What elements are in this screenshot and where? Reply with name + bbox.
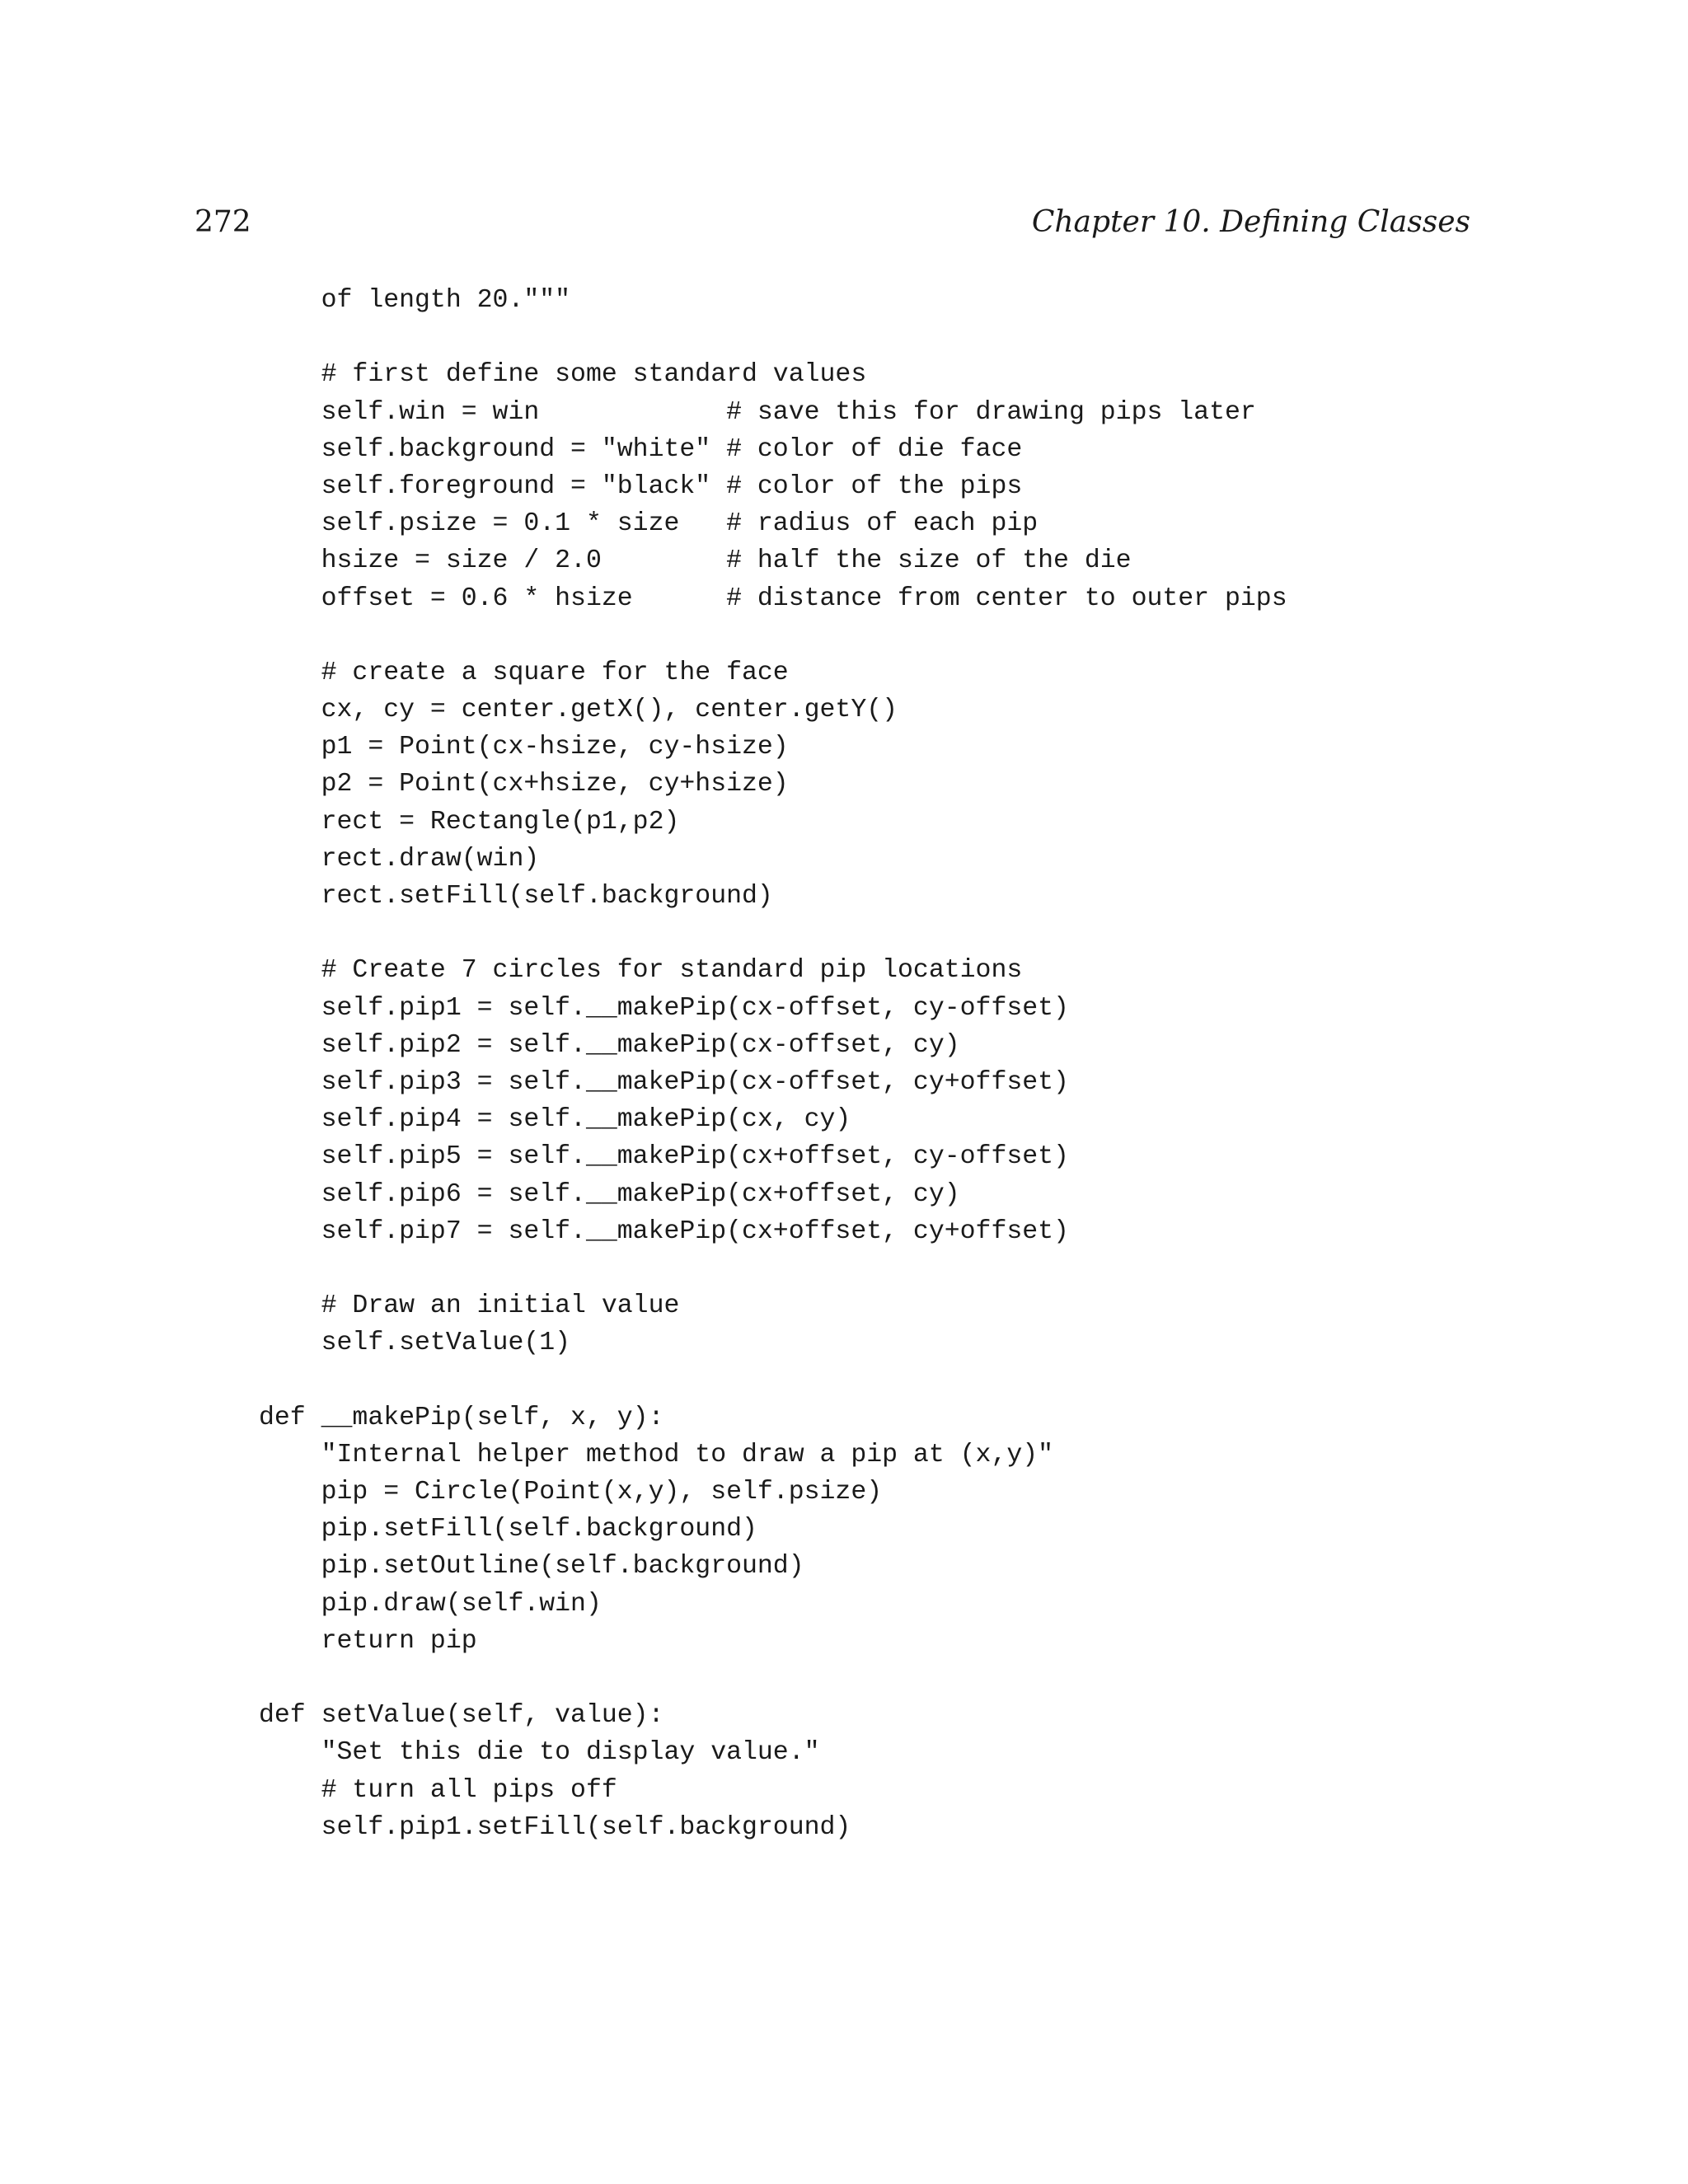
code-line: pip.setOutline(self.background) [259,1552,804,1582]
code-line: self.setValue(1) [259,1329,571,1358]
code-line: self.pip6 = self.__makePip(cx+offset, cy) [259,1179,960,1209]
code-line: self.pip7 = self.__makePip(cx+offset, cy+offset) [259,1216,1069,1246]
code-line: # Create 7 circles for standard pip locations [259,956,1023,986]
code-line: # create a square for the face [259,658,789,687]
code-line: self.pip1.setFill(self.background) [259,1812,851,1842]
code-line [259,1660,1287,1697]
code-line: p2 = Point(cx+hsize, cy+hsize) [259,770,789,799]
code-line: rect.setFill(self.background) [259,882,773,911]
code-line: rect.draw(win) [259,844,540,874]
code-line: self.background = "white" # color of die face [259,434,1023,464]
running-head: Chapter 10. Defining Classes [1031,205,1470,239]
code-line: self.pip3 = self.__makePip(cx-offset, cy+offset) [259,1067,1069,1097]
page-header [195,198,1470,247]
code-line: def setValue(self, value): [259,1701,664,1731]
code-line: # Draw an initial value [259,1291,680,1321]
code-line: self.pip5 = self.__makePip(cx+offset, cy-offset) [259,1142,1069,1172]
code-line: self.win = win # save this for drawing pips later [259,397,1256,427]
code-line: "Set this die to display value." [259,1738,820,1768]
code-listing [259,282,1287,1846]
code-line: pip.draw(self.win) [259,1589,602,1619]
code-line [259,1250,1287,1287]
code-line: # turn all pips off [259,1775,617,1805]
code-line [259,319,1287,356]
code-line: self.pip4 = self.__makePip(cx, cy) [259,1105,851,1135]
code-line: cx, cy = center.getX(), center.getY() [259,696,898,725]
code-line: of length 20.""" [259,286,571,315]
code-line: def __makePip(self, x, y): [259,1403,664,1432]
code-line: self.psize = 0.1 * size # radius of each pip [259,509,1039,539]
code-line: pip.setFill(self.background) [259,1515,757,1544]
code-line: return pip [259,1626,477,1656]
code-line: self.pip1 = self.__makePip(cx-offset, cy-offset) [259,993,1069,1023]
page-number: 272 [195,205,251,239]
code-line: # first define some standard values [259,360,867,390]
code-line: p1 = Point(cx-hsize, cy-hsize) [259,733,789,762]
code-line: pip = Circle(Point(x,y), self.psize) [259,1478,883,1507]
code-line: "Internal helper method to draw a pip at (x,y)" [259,1440,1054,1469]
code-line [259,617,1287,654]
code-line [259,915,1287,952]
code-line: hsize = size / 2.0 # half the size of the die [259,546,1132,576]
code-line: rect = Rectangle(p1,p2) [259,807,680,837]
code-line: offset = 0.6 * hsize # distance from center to outer pips [259,583,1287,613]
code-line [259,1361,1287,1399]
code-line: self.pip2 = self.__makePip(cx-offset, cy) [259,1030,960,1060]
code-line: self.foreground = "black" # color of the pips [259,471,1023,501]
